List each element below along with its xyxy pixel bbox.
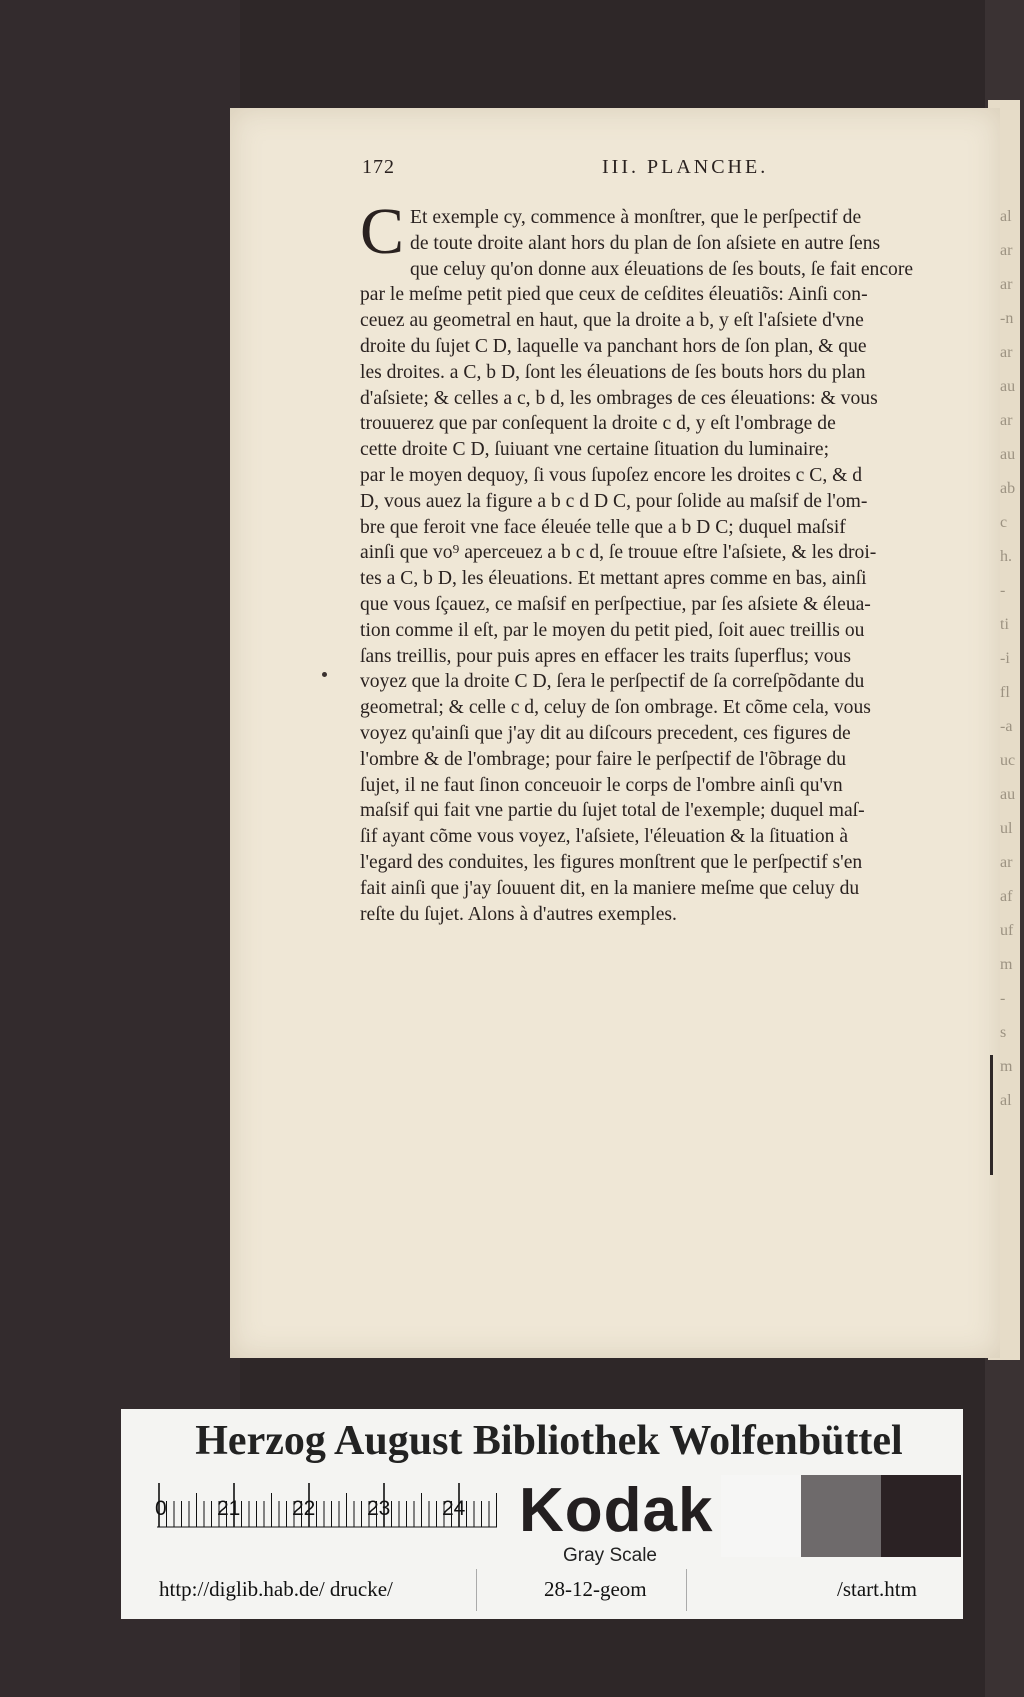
ghost-letter: ti — [1000, 616, 1009, 633]
text-line: par le moyen dequoy, ſi vous ſupoſez encore les droites c C, & d — [360, 464, 863, 486]
text-line: par le meſme petit pied que ceux de ceſdites éleuatiõs: Ainſi con- — [360, 284, 868, 306]
text-line: d'aſsiete; & celles a c, b d, les ombrages de ces éleuations: & vous — [360, 387, 878, 409]
ghost-letter: ar — [1000, 412, 1013, 429]
text-line: ſif ayant cõme vous voyez, l'aſsiete, l'éleuation & la ſituation à — [360, 826, 849, 848]
library-name: Herzog August Bibliothek Wolfenbüttel — [195, 1418, 903, 1464]
ghost-letter: ar — [1000, 276, 1013, 293]
shelfmark-code: 28-12-geom — [544, 1577, 647, 1601]
text-line: geometral; & celle c d, celuy de ſon ombrage. Et cõme cela, vous — [360, 697, 871, 719]
ghost-letter: ar — [1000, 344, 1013, 361]
url-text: http://diglib.hab.de/ drucke/ — [159, 1577, 393, 1601]
margin-bar — [990, 1055, 993, 1175]
white-swatch — [721, 1475, 801, 1557]
ghost-letter: ar — [1000, 242, 1013, 259]
text-line: cette droite C D, ſuiuant vne certaine ſituation du luminaire; — [360, 439, 830, 461]
ghost-letter: m — [1000, 956, 1013, 973]
text-line: ceuez au geometral en haut, que la droite a b, y eſt l'aſsiete d'vne — [360, 310, 864, 332]
text-line: l'ombre & de l'ombrage; pour faire le perſpectif de l'õbrage du — [360, 748, 847, 770]
ghost-letter: af — [1000, 888, 1013, 905]
ghost-letter: -n — [1000, 310, 1014, 327]
text-line: trouuerez que par conſequent la droite c d, y eſt l'ombrage de — [360, 413, 836, 435]
kodak-logo: Kodak — [519, 1476, 714, 1545]
drop-cap: C — [360, 195, 405, 268]
ghost-letter: c — [1000, 514, 1008, 531]
ghost-letter: fl — [1000, 684, 1010, 701]
ghost-letter: au — [1000, 378, 1016, 395]
text-line: voyez qu'ainſi que j'ay dit au diſcours precedent, ces figures de — [360, 722, 851, 744]
ghost-letter: h. — [1000, 548, 1012, 565]
text-line: ſujet, il ne faut ſinon conceuoir le corps de l'ombre ainſi qu'vn — [360, 774, 843, 796]
ghost-letter: uc — [1000, 752, 1016, 769]
gray-swatch — [801, 1475, 881, 1557]
ghost-letter: ul — [1000, 820, 1013, 837]
ghost-letter: - — [1000, 582, 1006, 599]
page-header — [362, 156, 802, 186]
ruler-label: 21 — [217, 1497, 241, 1520]
start-link-text: /start.htm — [837, 1577, 917, 1601]
color-target-card — [121, 1409, 963, 1619]
ghost-letter: al — [1000, 1092, 1012, 1109]
text-line: les droites. a C, b D, ſont les éleuations de ſes bouts hors du plan — [360, 361, 866, 383]
text-line: tion comme il eſt, par le moyen du petit pied, ſoit auec treillis ou — [360, 619, 865, 641]
text-line: reſte du ſujet. Alons à d'autres exemples. — [360, 903, 677, 925]
text-line: Et exemple cy, commence à monſtrer, que le perſpectif de — [410, 207, 862, 228]
gray-scale-label: Gray Scale — [563, 1545, 657, 1566]
text-line: ſans treillis, pour puis apres en effacer les traits ſuperflus; vous — [360, 645, 851, 667]
black-swatch — [881, 1475, 961, 1557]
ghost-letter: - — [1000, 990, 1006, 1007]
text-line: que vous ſçauez, ce maſsif en perſpectiue, par ſes aſsiete & éleua- — [360, 593, 871, 615]
ghost-letter: s — [1000, 1024, 1007, 1041]
divider — [476, 1569, 477, 1611]
text-line: bre que feroit vne face éleuée telle que a b D C; duquel maſsif — [360, 516, 846, 538]
ghost-letter: al — [1000, 208, 1012, 225]
divider — [686, 1569, 687, 1611]
body-text — [360, 195, 975, 927]
ghost-letter: ar — [1000, 854, 1013, 871]
text-line: l'egard des conduites, les figures monſtrent que le perſpectif s'en — [360, 851, 863, 873]
text-line: tes a C, b D, les éleuations. Et mettant apres comme en bas, ainſi — [360, 568, 867, 590]
text-line: voyez que la droite C D, ſera le perſpectif de ſa correſpõdante du — [360, 671, 865, 693]
running-title: III. PLANCHE. — [602, 156, 769, 178]
ruler-label: 23 — [367, 1497, 391, 1520]
text-lines — [360, 195, 975, 927]
page-number: 172 — [362, 156, 395, 178]
text-line: maſsif qui fait vne partie du ſujet total de l'exemple; duquel maſ- — [360, 800, 865, 822]
ink-dot — [322, 672, 327, 677]
ghost-letter: au — [1000, 786, 1016, 803]
ruler-label: 24 — [442, 1497, 466, 1520]
ghost-letter: ab — [1000, 480, 1016, 497]
text-line: D, vous auez la figure a b c d D C, pour ſolide au maſsif de l'om- — [360, 490, 868, 512]
text-line: ainſi que vo⁹ aperceuez a b c d, ſe trouue eſtre l'aſsiete, & les droi- — [360, 542, 877, 564]
text-line: de toute droite alant hors du plan de ſon aſsiete en autre ſens — [410, 232, 881, 254]
text-line: fait ainſi que j'ay ſouuent dit, en la maniere meſme que celuy du — [360, 877, 860, 899]
ruler-label: 0 — [155, 1497, 167, 1520]
ghost-letter: uf — [1000, 922, 1014, 939]
ghost-letter: -i — [1000, 650, 1010, 667]
ghost-letter: m — [1000, 1058, 1013, 1075]
ghost-letter: -a — [1000, 718, 1013, 735]
text-line: droite du ſujet C D, laquelle va panchant hors de ſon plan, & que — [360, 335, 867, 357]
facing-page-letters — [1000, 200, 1024, 1118]
ruler-label: 22 — [292, 1497, 316, 1520]
text-line: que celuy qu'on donne aux éleuations de ſes bouts, ſe fait encore — [410, 258, 914, 280]
ruler-labels — [121, 1497, 501, 1521]
ghost-letter: au — [1000, 446, 1016, 463]
